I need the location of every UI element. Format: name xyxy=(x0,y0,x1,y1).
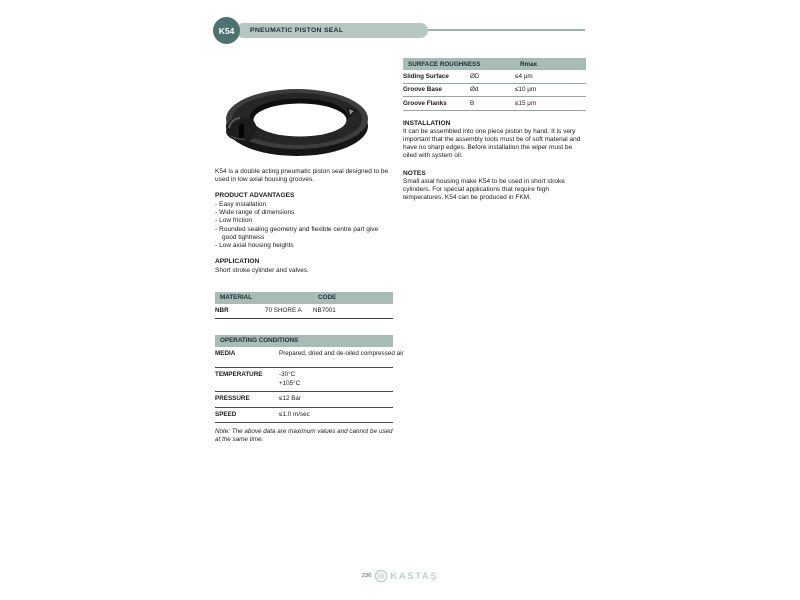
list-item-text: Low friction xyxy=(219,217,253,225)
bullet-dash: - xyxy=(215,200,218,208)
pressure-label: PRESSURE xyxy=(215,395,250,403)
table-row xyxy=(215,304,393,319)
product-advantages-heading: PRODUCT ADVANTAGES xyxy=(215,191,295,199)
header-rule xyxy=(420,29,585,31)
page-title: PNEUMATIC PISTON SEAL xyxy=(236,23,428,38)
surface-cell: Sliding Surface xyxy=(403,72,449,80)
material-table xyxy=(215,292,393,319)
list-item xyxy=(215,242,393,250)
surface-cell: Groove Base xyxy=(403,86,442,94)
speed-label: SPEED xyxy=(215,410,237,418)
operating-conditions-table xyxy=(215,335,404,445)
pressure-value: ≤12 Bar xyxy=(279,395,302,403)
code-header-cell: CODE xyxy=(318,294,337,302)
value-cell: ≤10 μm xyxy=(515,86,537,94)
material-cell: NBR xyxy=(215,307,229,315)
list-item-text: Rounded sealing geometry and flexible centre part give good tightness xyxy=(219,225,379,241)
kastas-logo-icon xyxy=(374,569,388,583)
table-row xyxy=(215,392,393,408)
surface-roughness-header xyxy=(403,58,586,70)
media-label: MEDIA xyxy=(215,349,236,357)
brand-wordmark: KASTAŞ xyxy=(390,570,439,582)
temperature-max: +105°C xyxy=(279,379,301,387)
page-footer xyxy=(0,569,800,583)
product-advantages-list xyxy=(215,201,393,251)
media-value: Prepared, dried and de-oiled compressed air xyxy=(279,349,404,357)
installation-text: It can be assembled into one piece piston by hand. It is very important that the assembly tools must be of soft material and have no sharp edges. Before installation the wiper must be oiled with system oil. xyxy=(403,127,581,160)
right-column xyxy=(403,58,586,203)
table-row xyxy=(215,347,404,369)
material-header-cell: MATERIAL xyxy=(220,294,253,302)
temperature-label: TEMPERATURE xyxy=(215,371,263,379)
list-item xyxy=(215,201,393,209)
table-row xyxy=(215,368,393,392)
application-heading: APPLICATION xyxy=(215,257,260,265)
shore-cell: 70 SHORE A xyxy=(265,307,302,315)
product-code-badge: K54 xyxy=(213,17,240,44)
symbol-cell: B xyxy=(470,99,475,107)
notes-heading: NOTES xyxy=(403,169,426,177)
table-row xyxy=(403,84,586,98)
list-item xyxy=(215,217,393,225)
installation-heading: INSTALLATION xyxy=(403,119,451,127)
bullet-dash: - xyxy=(215,242,218,250)
bullet-dash: - xyxy=(215,208,218,216)
application-text: Short stroke cylinder and valves. xyxy=(215,266,309,274)
value-cell: ≤15 μm xyxy=(515,99,537,107)
speed-value: ≤1.0 m/sec xyxy=(279,410,310,418)
table-row xyxy=(215,408,393,424)
intro-paragraph: K54 is a double acting pneumatic piston seal designed to be used in low axial housing grooves. xyxy=(215,168,389,184)
list-item-text: Easy installation xyxy=(219,200,267,208)
symbol-cell: ØD xyxy=(470,72,480,80)
rmax-header-cell: Rmax xyxy=(520,60,538,68)
table-row xyxy=(403,97,586,111)
list-item-text: Wide range of dimensions xyxy=(219,208,295,216)
list-item-text: Low axial housing heights xyxy=(219,242,294,250)
conditions-note: Note: The above data are maximum values and cannot be used at the same time. xyxy=(215,428,393,444)
surface-roughness-table xyxy=(403,58,586,111)
table-row xyxy=(403,70,586,84)
value-cell: ≤4 μm xyxy=(515,72,533,80)
material-table-header xyxy=(215,292,393,304)
seal-product-image xyxy=(221,80,371,162)
operating-conditions-title: OPERATING CONDITIONS xyxy=(220,337,299,345)
bullet-dash: - xyxy=(215,217,218,225)
list-item xyxy=(215,226,393,243)
surface-roughness-title: SURFACE ROUGHNESS xyxy=(408,60,481,68)
code-cell: NB7001 xyxy=(313,307,336,315)
page-number: 236 xyxy=(361,573,372,579)
operating-conditions-header xyxy=(215,335,393,347)
notes-text: Small axial housing make K54 to be used in short stroke cylinders. For special applications that require high temperatures, K54 can be produced in FKM. xyxy=(403,177,565,202)
symbol-cell: Ød xyxy=(470,86,479,94)
list-item xyxy=(215,209,393,217)
left-column xyxy=(215,168,404,445)
temperature-value xyxy=(279,371,393,388)
bullet-dash: - xyxy=(215,225,218,233)
surface-cell: Groove Flanks xyxy=(403,99,447,107)
temperature-min: -30°C xyxy=(279,371,296,379)
